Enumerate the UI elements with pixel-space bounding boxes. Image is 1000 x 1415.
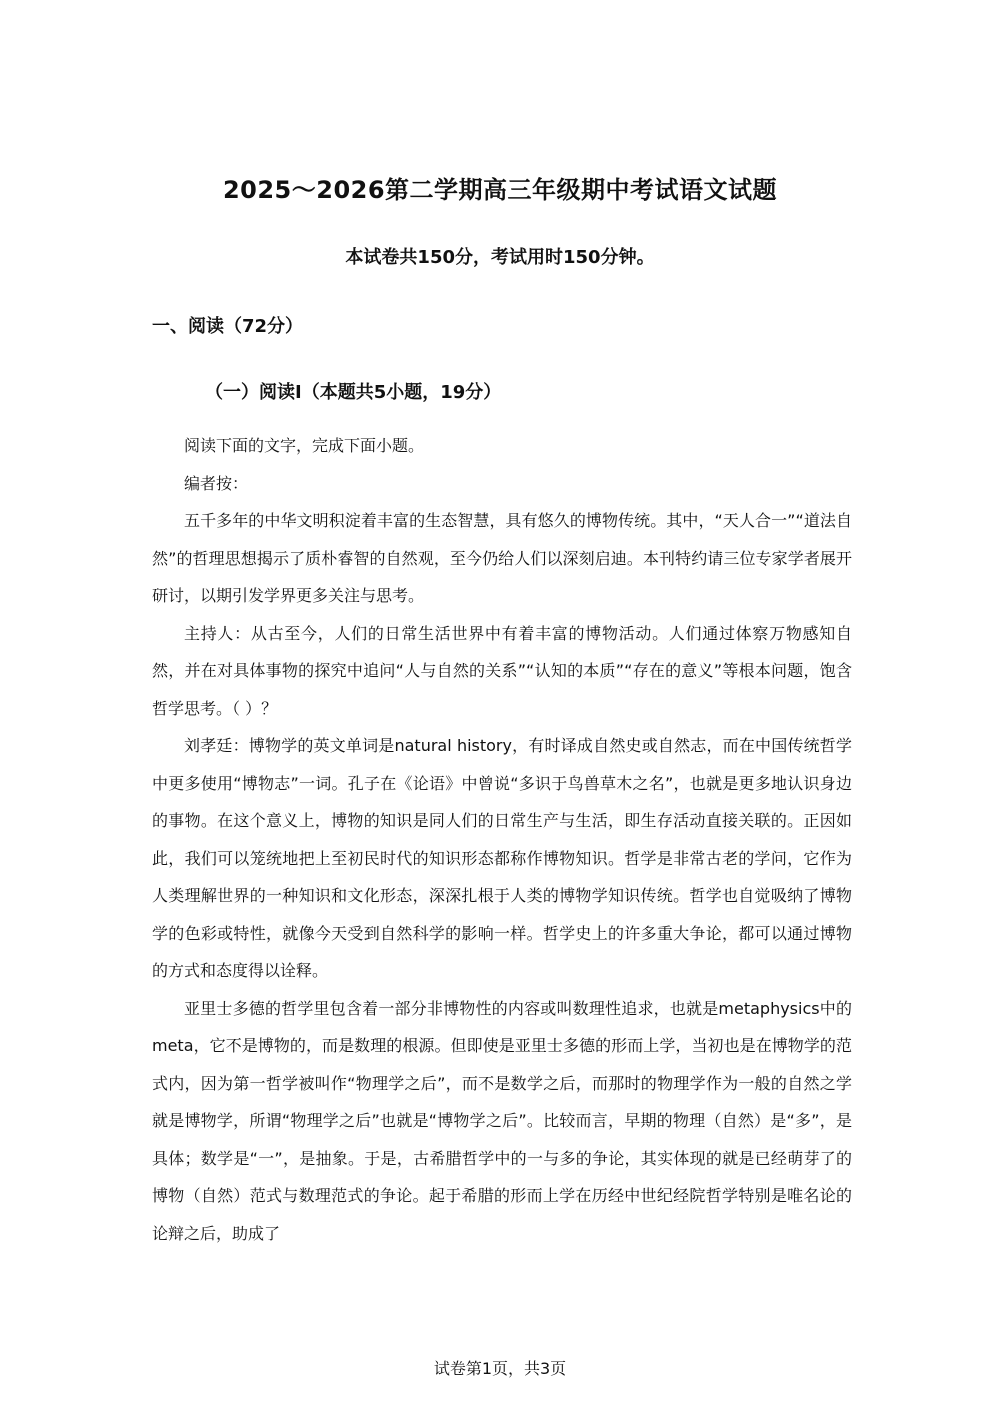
editor-note-label: 编者按：	[184, 473, 249, 493]
passage-paragraph: 亚里士多德的哲学里包含着一部分非博物性的内容或叫数理性追求，也就是metaphysics中的meta，它不是博物的，而是数理的根源。但即使是亚里士多德的形而上学，当初也是在博物学的范式内，因为第一哲学被叫作“物理学之后”，而不是数学之后，而那时的物理学作为一般的自然之学就是博物学，所谓“物理学之后”也就是“博物学之后”。比较而言，早期的物理（自然）是“多”，是具体；数学是“一”，是抽象。于是，古希腊哲学中的一与多的争论，其实体现的就是已经萌芽了的博物（自然）范式与数理范式的争论。起于希腊的形而上学在历经中世纪经院哲学特别是唯名论的论辩之后，助成了	[152, 998, 852, 1243]
passage-paragraph: 五千多年的中华文明积淀着丰富的生态智慧，具有悠久的博物传统。其中，“天人合一”“道法自然”的哲理思想揭示了质朴睿智的自然观，至今仍给人们以深刻启迪。本刊特约请三位专家学者展开研讨，以期引发学界更多关注与思考。	[152, 511, 852, 605]
section-heading: 一、阅读（72分）	[152, 316, 304, 337]
subsection-heading: （一）阅读Ⅰ（本题共5小题，19分）	[205, 382, 502, 403]
reading-passage	[152, 427, 852, 1252]
passage-paragraph: 刘孝廷：博物学的英文单词是natural history，有时译成自然史或自然志，而在中国传统哲学中更多使用“博物志”一词。孔子在《论语》中曾说“多识于鸟兽草木之名”，也就是更多地认识身边的事物。在这个意义上，博物的知识是同人们的日常生产与生活，即生存活动直接关联的。正因如此，我们可以笼统地把上至初民时代的知识形态都称作博物知识。哲学是非常古老的学问，它作为人类理解世界的一种知识和文化形态，深深扎根于人类的博物学知识传统。哲学也自觉吸纳了博物学的色彩或特性，就像今天受到自然科学的影响一样。哲学史上的许多重大争论，都可以通过博物的方式和态度得以诠释。	[152, 736, 852, 980]
exam-title: 2025～2026第二学期高三年级期中考试语文试题	[222, 176, 778, 204]
instruction-paragraph: 阅读下面的文字，完成下面小题。	[184, 436, 425, 455]
page-footer: 试卷第1页，共3页	[433, 1359, 567, 1378]
passage-paragraph: 主持人：从古至今，人们的日常生活世界中有着丰富的博物活动。人们通过体察万物感知自然，并在对具体事物的探究中追问“人与自然的关系”“认知的本质”“存在的意义”等根本问题，饱含哲学思考。（ ）？	[152, 623, 852, 718]
exam-subtitle: 本试卷共150分，考试用时150分钟。	[345, 247, 655, 268]
